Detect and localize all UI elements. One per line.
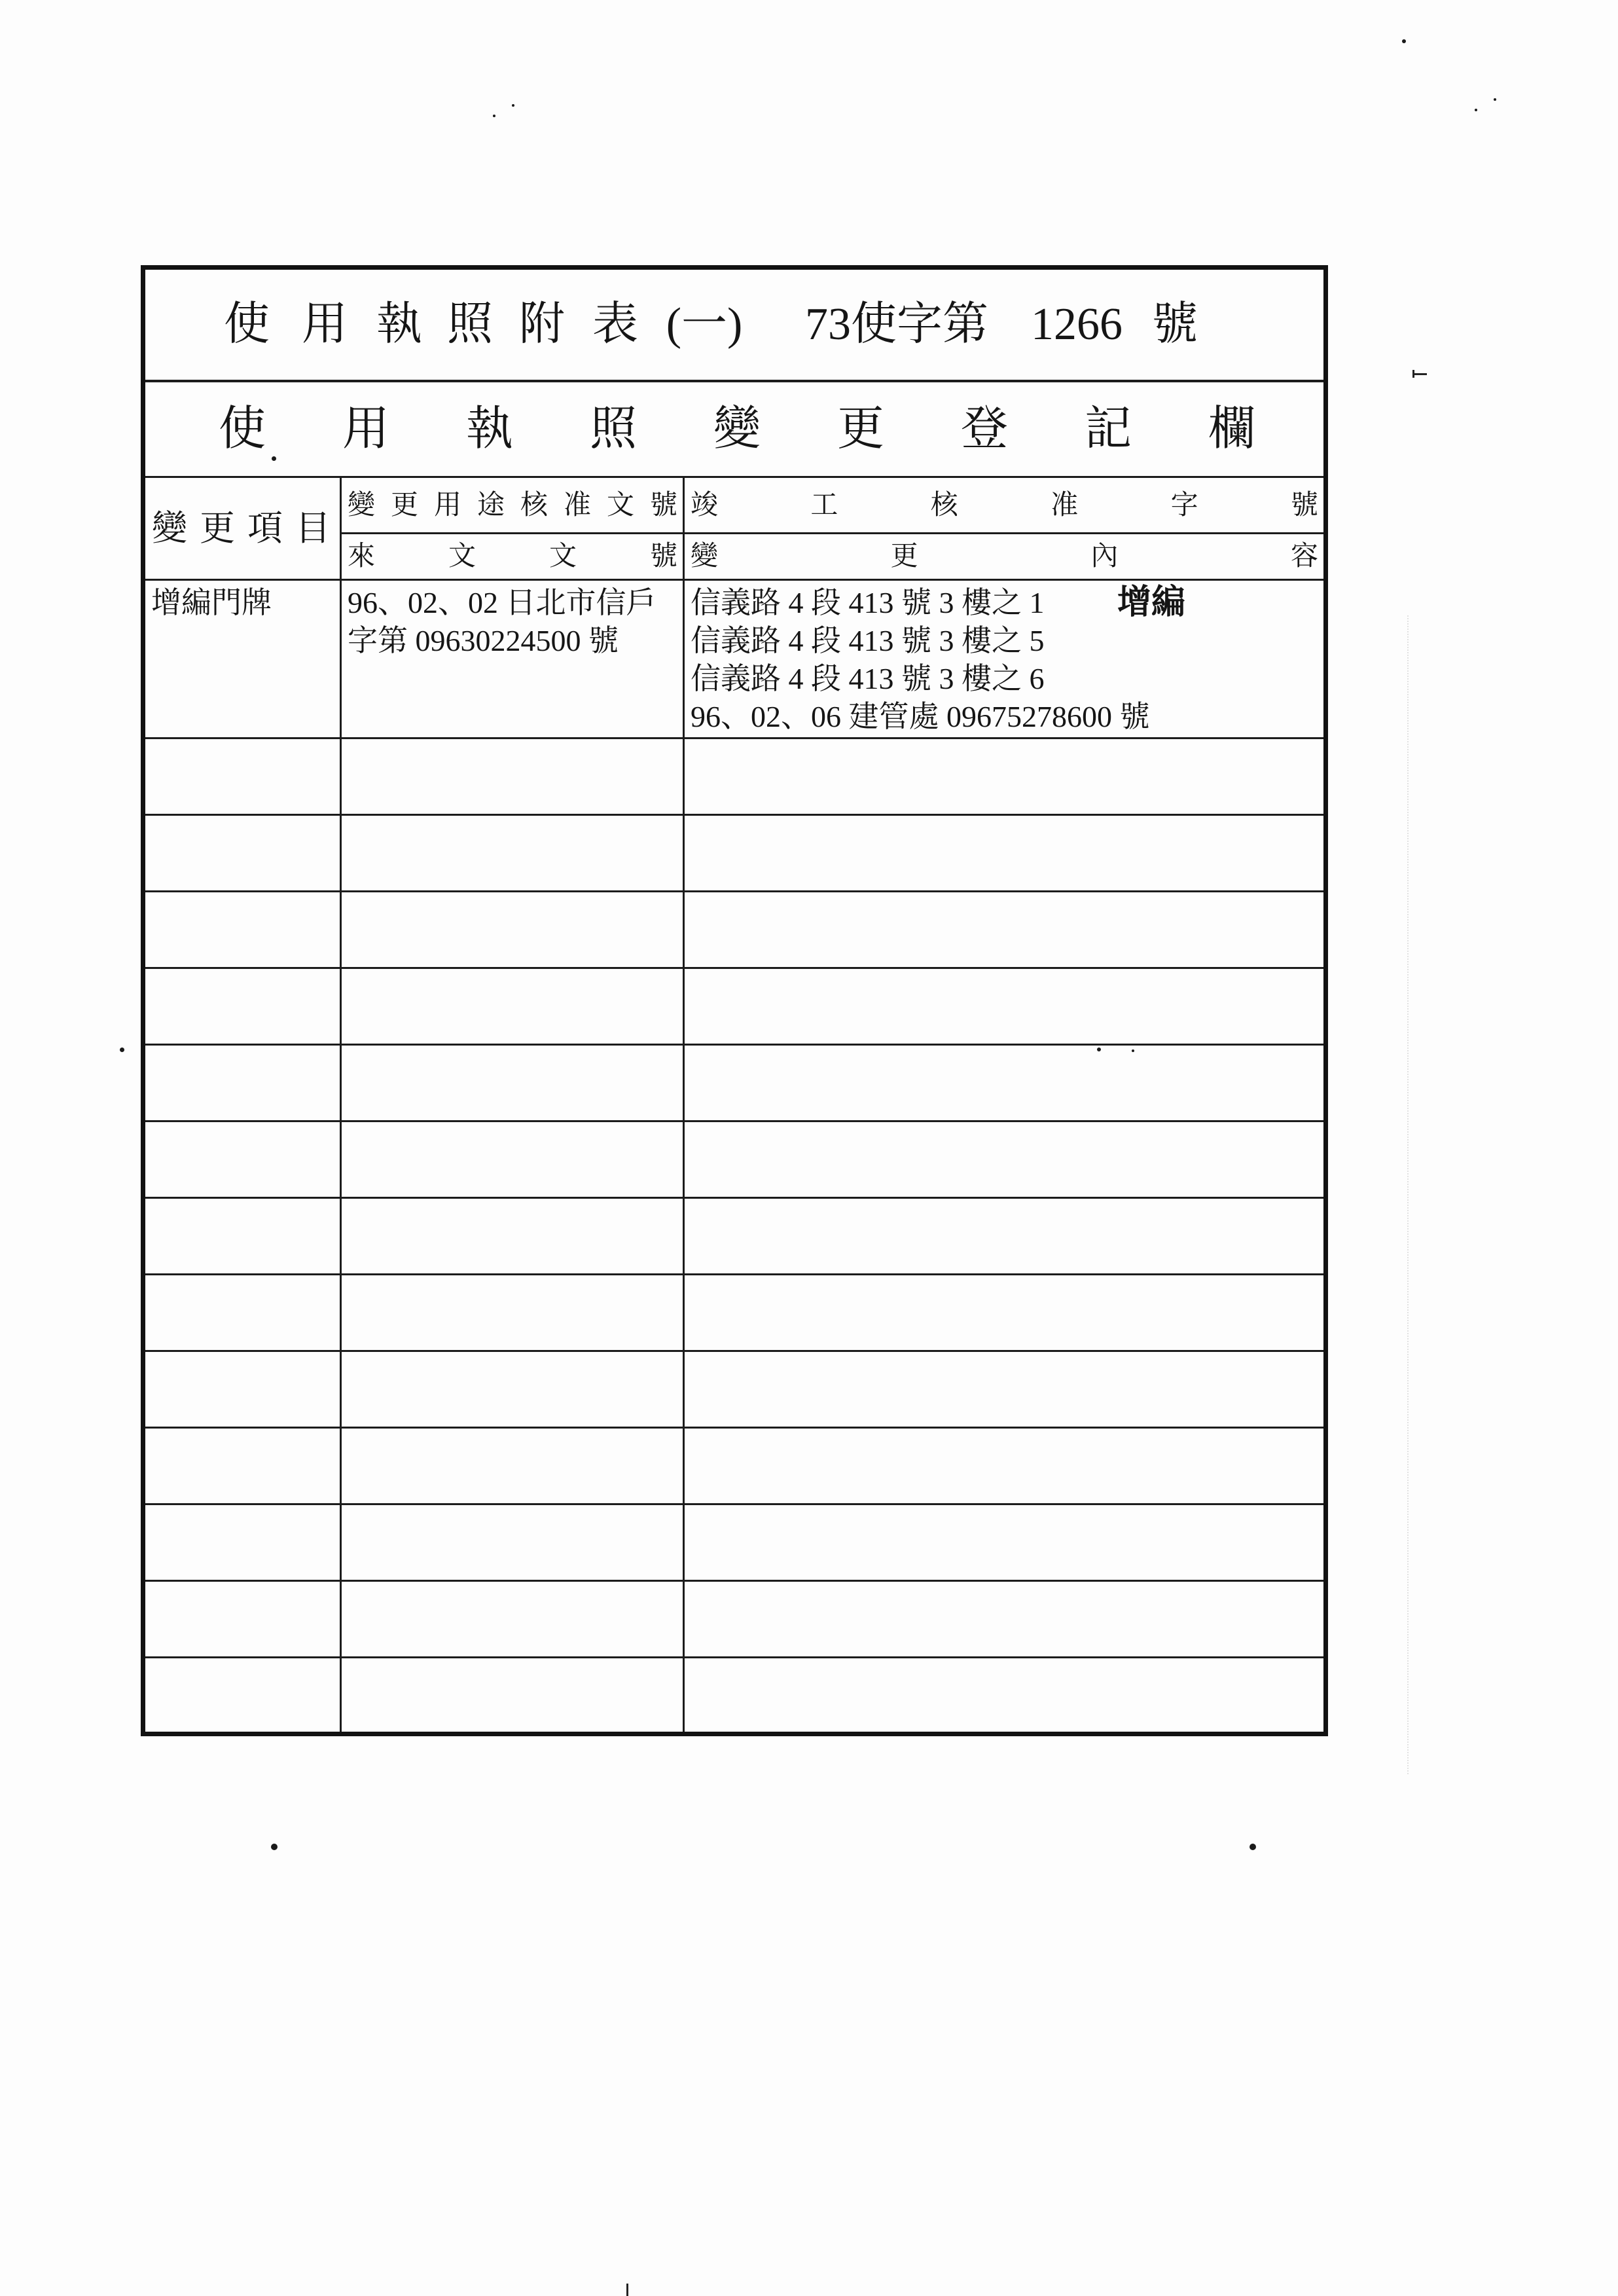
change-content-label: 變 更 內 容 (691, 541, 1319, 572)
change-item-label: 變更項目 (152, 509, 331, 548)
blank-entry-row (143, 738, 1326, 815)
blank-entry-row (143, 892, 1326, 968)
scan-speck (1475, 109, 1477, 111)
blank-entry-row (143, 1275, 1326, 1351)
blank-document-number-cell (341, 1275, 684, 1351)
title-part: (一) (666, 299, 743, 350)
blank-entry-row (143, 1121, 1326, 1198)
document-number-line: 96、02、02 日北市信戶 (348, 586, 656, 619)
scan-speck (272, 456, 276, 461)
change-content-cell (684, 580, 1326, 738)
blank-change-item-cell (143, 1504, 341, 1581)
blank-change-item-cell (143, 1658, 341, 1734)
scan-speck (120, 1048, 124, 1052)
blank-change-item-cell (143, 1045, 341, 1121)
blank-entry-row (143, 1351, 1326, 1428)
blank-document-number-cell (341, 1658, 684, 1734)
change-content-header (684, 534, 1326, 580)
change-item-value: 增編門牌 (151, 586, 272, 619)
title-part: 用 (302, 299, 348, 350)
blank-entry-row (143, 1504, 1326, 1581)
scan-speck (1097, 1048, 1101, 1051)
blank-change-item-cell (143, 968, 341, 1045)
scan-mark (1412, 370, 1414, 378)
entry-row (143, 580, 1326, 738)
scan-speck (1494, 98, 1496, 101)
blank-change-item-cell (143, 815, 341, 892)
column-header-row-1 (143, 477, 1326, 534)
scan-speck (1402, 39, 1406, 43)
blank-document-number-cell (341, 815, 684, 892)
content-line (691, 622, 1318, 660)
content-note: 增編 (1117, 584, 1186, 621)
section-heading-row (143, 381, 1326, 477)
title-part: 執 (376, 299, 422, 350)
blank-change-item-cell (143, 738, 341, 815)
blank-change-item-cell (143, 1581, 341, 1658)
blank-change-content-cell (684, 1045, 1326, 1121)
blank-entry-row (143, 968, 1326, 1045)
blank-document-number-cell (341, 1504, 684, 1581)
blank-document-number-cell (341, 1045, 684, 1121)
blank-change-content-cell (684, 1351, 1326, 1428)
blank-change-item-cell (143, 1198, 341, 1275)
blank-change-item-cell (143, 1121, 341, 1198)
title-part: 73使字第 (805, 299, 988, 350)
content-line (691, 698, 1318, 736)
blank-document-number-cell (341, 1351, 684, 1428)
section-heading: 使 用 執 照 變 更 登 記 欄 (219, 402, 1256, 455)
title-part: 使 (224, 299, 270, 350)
document-title (145, 270, 1323, 379)
completion-approval-header (684, 477, 1326, 534)
change-use-approval-header (341, 477, 684, 534)
content-line-text: 信義路 4 段 413 號 3 樓之 5 (691, 624, 1045, 657)
title-part: 號 (1152, 299, 1198, 350)
blank-change-content-cell (684, 1428, 1326, 1504)
title-part: 表 (592, 299, 638, 350)
incoming-document-header (341, 534, 684, 580)
blank-document-number-cell (341, 738, 684, 815)
blank-change-content-cell (684, 892, 1326, 968)
scan-mark (626, 2284, 628, 2296)
content-line (691, 584, 1318, 622)
blank-change-item-cell (143, 1351, 341, 1428)
document-number-cell (341, 580, 684, 738)
completion-approval-label: 竣 工 核 准 字 號 (691, 490, 1319, 520)
document-number-line: 字第 09630224500 號 (348, 624, 619, 657)
blank-document-number-cell (341, 1121, 684, 1198)
blank-document-number-cell (341, 1198, 684, 1275)
blank-change-content-cell (684, 815, 1326, 892)
blank-change-content-cell (684, 1658, 1326, 1734)
scan-edge-line (1407, 615, 1409, 1774)
blank-document-number-cell (341, 892, 684, 968)
blank-document-number-cell (341, 968, 684, 1045)
scan-speck (271, 1844, 278, 1850)
content-line-text: 信義路 4 段 413 號 3 樓之 1 (691, 586, 1045, 619)
title-cell (143, 268, 1326, 381)
blank-document-number-cell (341, 1428, 684, 1504)
blank-change-item-cell (143, 1428, 341, 1504)
change-use-approval-label: 變 更 用 途 核 准 文 號 (348, 490, 677, 520)
use-permit-change-registration-table (141, 265, 1328, 1736)
section-heading-cell (143, 381, 1326, 477)
title-part: 照 (447, 299, 493, 350)
scan-mark (1412, 373, 1427, 375)
title-row (143, 268, 1326, 381)
blank-entry-row (143, 1198, 1326, 1275)
blank-change-content-cell (684, 738, 1326, 815)
blank-entry-row (143, 815, 1326, 892)
title-part: 1266 (1031, 299, 1123, 350)
change-item-header (143, 477, 341, 580)
content-line (691, 660, 1318, 698)
blank-entry-row (143, 1045, 1326, 1121)
scan-speck (512, 104, 514, 107)
blank-entry-row (143, 1428, 1326, 1504)
blank-document-number-cell (341, 1581, 684, 1658)
content-line-text: 信義路 4 段 413 號 3 樓之 6 (691, 662, 1045, 695)
change-item-cell (143, 580, 341, 738)
blank-entry-row (143, 1658, 1326, 1734)
blank-change-content-cell (684, 1121, 1326, 1198)
blank-change-content-cell (684, 968, 1326, 1045)
blank-change-content-cell (684, 1198, 1326, 1275)
blank-change-content-cell (684, 1504, 1326, 1581)
scan-speck (1132, 1049, 1134, 1052)
content-line-text: 96、02、06 建管處 09675278600 號 (691, 700, 1150, 733)
blank-change-item-cell (143, 1275, 341, 1351)
blank-entry-row (143, 1581, 1326, 1658)
blank-change-content-cell (684, 1581, 1326, 1658)
blank-change-content-cell (684, 1275, 1326, 1351)
scan-speck (493, 115, 495, 117)
title-part: 附 (519, 299, 565, 350)
incoming-document-label: 來 文 文 號 (348, 541, 677, 572)
blank-change-item-cell (143, 892, 341, 968)
scan-speck (1249, 1844, 1256, 1850)
